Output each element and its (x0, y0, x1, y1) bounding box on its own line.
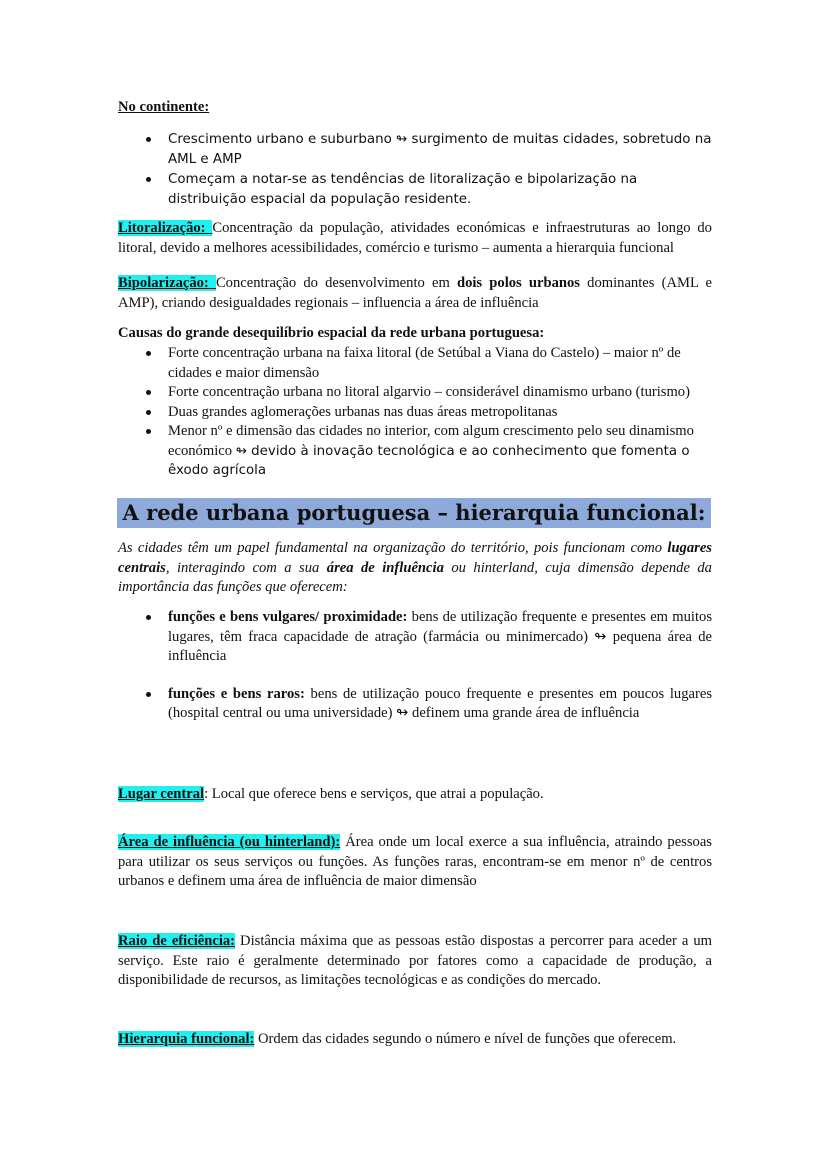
bipolarizacao-bold: dois polos urbanos (456, 275, 580, 291)
list-item: Forte concentração urbana no litoral algarvio – considerável dinamismo urbano (turismo) (118, 383, 712, 403)
lugar-central-text: : Local que oferece bens e serviços, que atrai a população. (204, 786, 544, 802)
bipolarizacao-paragraph (118, 274, 712, 313)
litoralizacao-paragraph (118, 219, 712, 258)
continente-list (118, 130, 712, 209)
litoralizacao-text: Concentração da população, atividades económicas e infraestruturas ao longo do litoral, devido a melhores acessibilidades, comércio e turismo – aumenta a hierarquia funcional (118, 220, 712, 256)
lugar-central-paragraph (118, 785, 712, 805)
funcoes-list (118, 608, 712, 724)
litoralizacao-term: Litoralização: (118, 220, 213, 236)
raio-term: Raio de eficiência: (118, 933, 236, 949)
list-item (118, 608, 712, 667)
raio-paragraph (118, 932, 712, 991)
hierarquia-text: Ordem das cidades segundo o número e nível de funções que oferecem. (254, 1031, 677, 1047)
bipolarizacao-text: Concentração do desenvolvimento em (215, 275, 457, 291)
list-item (118, 422, 712, 481)
list-item-text-sans: ↬ devido à inovação tecnológica e ao conhecimento que fomenta o êxodo agrícola (168, 443, 690, 478)
intro-paragraph (118, 539, 712, 598)
section-title: A rede urbana portuguesa – hierarquia funcional: (117, 498, 711, 528)
list-item-text: Menor nº e dimensão das cidades no interior, com algum crescimento pelo seu dinamismo económico (168, 423, 694, 459)
area-influencia-term: Área de influência (ou hinterland): (118, 834, 341, 850)
list-item: Forte concentração urbana na faixa litoral (de Setúbal a Viana do Castelo) – maior nº de cidades e maior dimensão (118, 344, 712, 383)
area-influencia-text: Área onde um local exerce a sua influência, atraindo pessoas para utilizar os seus serviços ou funções. As funções raras, encontram-se em menor nº de centros urbanos e definem uma área de influência de maior dimensão (118, 834, 712, 889)
funcao-term: funções e bens vulgares/ proximidade: (168, 609, 408, 625)
causas-list (118, 344, 712, 481)
intro-text: ou hinterland, cuja dimensão depende da importância das funções que oferecem: (118, 559, 712, 595)
funcao-term: funções e bens raros: (168, 685, 305, 702)
funcao-text: bens de utilização frequente e presentes em muitos lugares, têm fraca capacidade de atração (farmácia ou minimercado) ↬ pequena área de influência (168, 609, 713, 664)
intro-bold: lugares centrais (118, 540, 712, 576)
hierarquia-paragraph (118, 1030, 712, 1050)
lugar-central-term: Lugar central (118, 786, 205, 802)
list-item: Começam a notar-se as tendências de litoralização e bipolarização na distribuição espacial da população residente. (118, 170, 712, 209)
raio-text: Distância máxima que as pessoas estão dispostas a percorrer para aceder a um serviço. Este raio é geralmente determinado por fatores como a capacidade de produção, a disponibilidade de recursos, as limitações tecnológicas e as condições do mercado. (118, 933, 712, 988)
continente-heading: No continente: (118, 99, 210, 115)
intro-text: , interagindo com a sua (165, 559, 327, 576)
funcao-text: bens de utilização pouco frequente e presentes em poucos lugares (hospital central ou uma universidade) ↬ definem uma grande área de influência (168, 685, 712, 721)
intro-bold: área de influência (326, 559, 444, 576)
list-item: Crescimento urbano e suburbano ↬ surgimento de muitas cidades, sobretudo na AML e AMP (118, 130, 712, 169)
intro-text: As cidades têm um papel fundamental na organização do território, pois funcionam como (118, 540, 668, 556)
list-item (118, 685, 712, 724)
hierarquia-term: Hierarquia funcional: (118, 1031, 255, 1047)
list-item: Duas grandes aglomerações urbanas nas duas áreas metropolitanas (118, 403, 712, 423)
area-influencia-paragraph (118, 833, 712, 892)
bipolarizacao-term: Bipolarização: (118, 275, 216, 291)
bipolarizacao-text-after: dominantes (AML e AMP), criando desigualdades regionais – influencia a área de influência (118, 275, 712, 311)
causas-heading: Causas do grande desequilíbrio espacial da rede urbana portuguesa: (118, 325, 545, 341)
